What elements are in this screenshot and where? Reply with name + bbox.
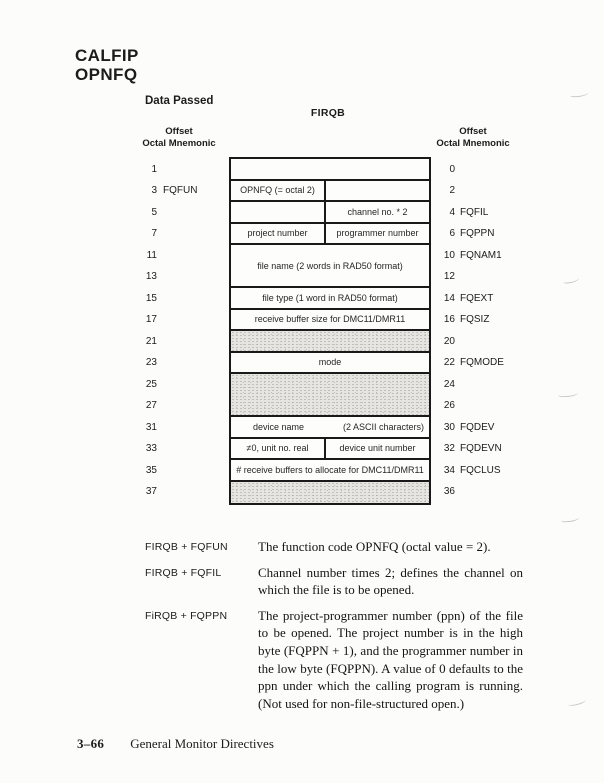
- offset-label: [138, 272, 226, 282]
- offset-label: [434, 186, 544, 196]
- offset-octal: 27: [145, 400, 157, 412]
- offset-octal: 16: [443, 314, 455, 326]
- firqb-row: [231, 460, 429, 482]
- offset-mnemonic: FQPPN: [460, 228, 495, 240]
- firqb-row: [231, 245, 429, 288]
- offset-label: [434, 401, 544, 411]
- scan-artifact-mark: [568, 697, 587, 707]
- field-cell-right: device unit number: [339, 443, 416, 454]
- offset-label-row: [434, 310, 544, 332]
- scan-artifact-mark: [563, 276, 580, 285]
- left-offset-labels: [138, 159, 226, 503]
- offset-label: [434, 208, 544, 218]
- scan-artifact-mark: [561, 515, 580, 523]
- definition-term: FIRQB + FQFUN: [145, 541, 228, 553]
- page-footer: [77, 736, 274, 752]
- offset-label-row: [138, 374, 226, 417]
- right-offset-labels: [434, 159, 544, 503]
- offset-label-row: [434, 159, 544, 181]
- offset-label: [138, 251, 226, 261]
- footer-chapter-title: General Monitor Directives: [130, 736, 274, 751]
- offset-octal: 2: [449, 185, 455, 197]
- offset-label: [434, 315, 544, 325]
- definition-text: The function code OPNFQ (octal value = 2).: [258, 539, 491, 554]
- offset-label-row: [434, 353, 544, 375]
- offset-label: [434, 444, 544, 454]
- field-cell: receive buffer size for DMC11/DMR11: [254, 314, 406, 325]
- offset-label: [434, 272, 544, 282]
- offset-octal: 33: [145, 443, 157, 455]
- left-offset-header-line1: Offset: [165, 126, 193, 137]
- offset-mnemonic: FQDEVN: [460, 443, 502, 455]
- firqb-row: [231, 310, 429, 332]
- offset-octal: 11: [146, 249, 157, 261]
- offset-octal: 20: [443, 335, 455, 347]
- offset-label-row: [434, 374, 544, 417]
- definition-text: The project-programmer number (ppn) of the file to be opened. The project number is in the high byte (FQPPN + 1), and the programmer number in the low byte (FQPPN). A value of 0 defaults to the ppn under which the calling program is running. (Not used for non-file-structured open.): [258, 607, 523, 711]
- field-cell-left: device name: [253, 421, 305, 432]
- definition-item: [145, 564, 525, 599]
- offset-octal: 17: [145, 314, 157, 326]
- offset-label-row: [138, 331, 226, 353]
- offset-octal: 30: [443, 421, 455, 433]
- offset-label-row: [138, 202, 226, 224]
- offset-octal: 26: [443, 400, 455, 412]
- firqb-row: [231, 353, 429, 375]
- firqb-row: [231, 202, 429, 224]
- definition-item: [145, 607, 525, 713]
- field-cell-right: programmer number: [336, 228, 419, 239]
- firqb-diagram: [229, 157, 431, 505]
- offset-label-row: [138, 353, 226, 375]
- offset-label-row: [138, 245, 226, 288]
- offset-octal: 24: [443, 378, 455, 390]
- offset-octal: 23: [145, 357, 157, 369]
- offset-label-row: [138, 224, 226, 246]
- offset-octal: 3: [151, 185, 157, 197]
- offset-label-row: [434, 482, 544, 504]
- offset-label: [138, 423, 226, 433]
- field-cell-right: channel no. * 2: [347, 206, 408, 217]
- offset-octal: 12: [443, 271, 455, 283]
- field-cell: mode: [318, 357, 342, 368]
- left-offset-header-line2: Octal Mnemonic: [142, 137, 216, 149]
- offset-octal: 4: [449, 206, 455, 218]
- field-cell: [231, 331, 429, 351]
- offset-label: [434, 466, 544, 476]
- firqb-row: [231, 331, 429, 353]
- offset-label: [434, 251, 544, 261]
- offset-label: [434, 337, 544, 347]
- offset-octal: 15: [145, 292, 157, 304]
- offset-mnemonic: FQCLUS: [460, 464, 501, 476]
- definition-term: FIRQB + FQFIL: [145, 566, 222, 579]
- firqb-row: [231, 374, 429, 417]
- offset-octal: 5: [151, 206, 157, 218]
- field-cell-right: (2 ASCII characters): [342, 421, 424, 432]
- offset-octal: 35: [145, 464, 157, 476]
- offset-label-row: [434, 417, 544, 439]
- offset-octal: 1: [151, 163, 157, 175]
- definition-item: [145, 538, 525, 556]
- scan-artifact-mark: [570, 90, 588, 98]
- field-cell-left: [231, 202, 326, 222]
- offset-label-row: [138, 460, 226, 482]
- offset-mnemonic: FQFIL: [460, 206, 489, 218]
- offset-label: [138, 186, 226, 196]
- offset-label-row: [138, 439, 226, 461]
- left-offset-header: [136, 126, 222, 149]
- offset-label: [434, 487, 544, 497]
- offset-label-row: [434, 288, 544, 310]
- offset-label-row: [434, 460, 544, 482]
- right-offset-header: [430, 126, 516, 149]
- heading-calfip: CALFIP: [75, 46, 139, 65]
- offset-octal: 31: [145, 421, 157, 433]
- field-cell: file type (1 word in RAD50 format): [262, 292, 398, 303]
- offset-label: [434, 423, 544, 433]
- field-cell: [231, 159, 429, 179]
- firqb-row: [231, 288, 429, 310]
- offset-octal: 13: [145, 271, 157, 283]
- offset-label: [434, 229, 544, 239]
- offset-label: [138, 208, 226, 218]
- field-cell: [231, 374, 429, 415]
- offset-label-row: [138, 159, 226, 181]
- offset-label-row: [138, 310, 226, 332]
- offset-label: [138, 358, 226, 368]
- offset-mnemonic: FQFUN: [163, 185, 198, 197]
- page-heading: [75, 46, 139, 84]
- offset-label-row: [434, 245, 544, 288]
- offset-label: [138, 294, 226, 304]
- diagram-title: FIRQB: [310, 107, 346, 119]
- offset-label: [138, 315, 226, 325]
- offset-octal: 10: [443, 249, 455, 261]
- definitions-list: [145, 538, 525, 720]
- offset-label: [434, 380, 544, 390]
- offset-label: [138, 444, 226, 454]
- offset-label-row: [434, 181, 544, 203]
- offset-octal: 6: [449, 228, 455, 240]
- firqb-row: [231, 482, 429, 504]
- offset-label: [138, 401, 226, 411]
- offset-label: [138, 165, 226, 175]
- definition-term: FiRQB + FQPPN: [145, 609, 228, 622]
- field-cell-left: ≠0, unit no. real: [231, 439, 326, 459]
- offset-mnemonic: FQDEV: [460, 421, 495, 433]
- firqb-row: [231, 159, 429, 181]
- offset-label-row: [138, 417, 226, 439]
- offset-label: [434, 294, 544, 304]
- field-cell: # receive buffers to allocate for DMC11/DMR11: [236, 464, 424, 475]
- offset-mnemonic: FQSIZ: [460, 314, 490, 326]
- offset-label-row: [434, 224, 544, 246]
- offset-label: [138, 229, 226, 239]
- firqb-row: [231, 224, 429, 246]
- offset-mnemonic: FQMODE: [460, 357, 504, 369]
- field-cell-left: project number: [231, 224, 326, 244]
- field-cell: [231, 482, 429, 504]
- firqb-row: [231, 417, 429, 439]
- offset-octal: 34: [443, 464, 455, 476]
- offset-mnemonic: FQNAM1: [460, 249, 502, 261]
- right-offset-header-line1: Offset: [459, 126, 487, 137]
- field-cell: file name (2 words in RAD50 format): [257, 260, 403, 271]
- offset-label: [138, 466, 226, 476]
- offset-label-row: [434, 439, 544, 461]
- offset-label-row: [138, 482, 226, 504]
- page-number: 3–66: [77, 736, 105, 751]
- offset-octal: 0: [449, 163, 455, 175]
- offset-label: [138, 380, 226, 390]
- offset-label: [434, 358, 544, 368]
- heading-opnfq: OPNFQ: [75, 65, 138, 84]
- firqb-row: [231, 439, 429, 461]
- offset-label: [434, 165, 544, 175]
- firqb-row: [231, 181, 429, 203]
- offset-octal: 14: [443, 292, 455, 304]
- offset-octal: 21: [145, 335, 157, 347]
- scan-artifact-mark: [558, 390, 578, 397]
- section-label: Data Passed: [145, 95, 214, 107]
- offset-octal: 22: [443, 357, 455, 369]
- offset-label: [138, 487, 226, 497]
- offset-label-row: [138, 288, 226, 310]
- field-cell-left: OPNFQ (= octal 2): [231, 181, 326, 201]
- offset-label-row: [138, 181, 226, 203]
- offset-octal: 37: [145, 486, 157, 498]
- right-offset-header-line2: Octal Mnemonic: [436, 137, 510, 149]
- offset-label: [138, 337, 226, 347]
- definition-text: Channel number times 2; defines the channel on which the file is to be opened.: [258, 564, 523, 598]
- field-cell-right: [326, 181, 429, 201]
- offset-octal: 25: [145, 378, 157, 390]
- offset-octal: 32: [443, 443, 455, 455]
- offset-label-row: [434, 331, 544, 353]
- offset-octal: 7: [151, 228, 157, 240]
- offset-label-row: [434, 202, 544, 224]
- offset-mnemonic: FQEXT: [460, 292, 494, 304]
- offset-octal: 36: [443, 486, 455, 498]
